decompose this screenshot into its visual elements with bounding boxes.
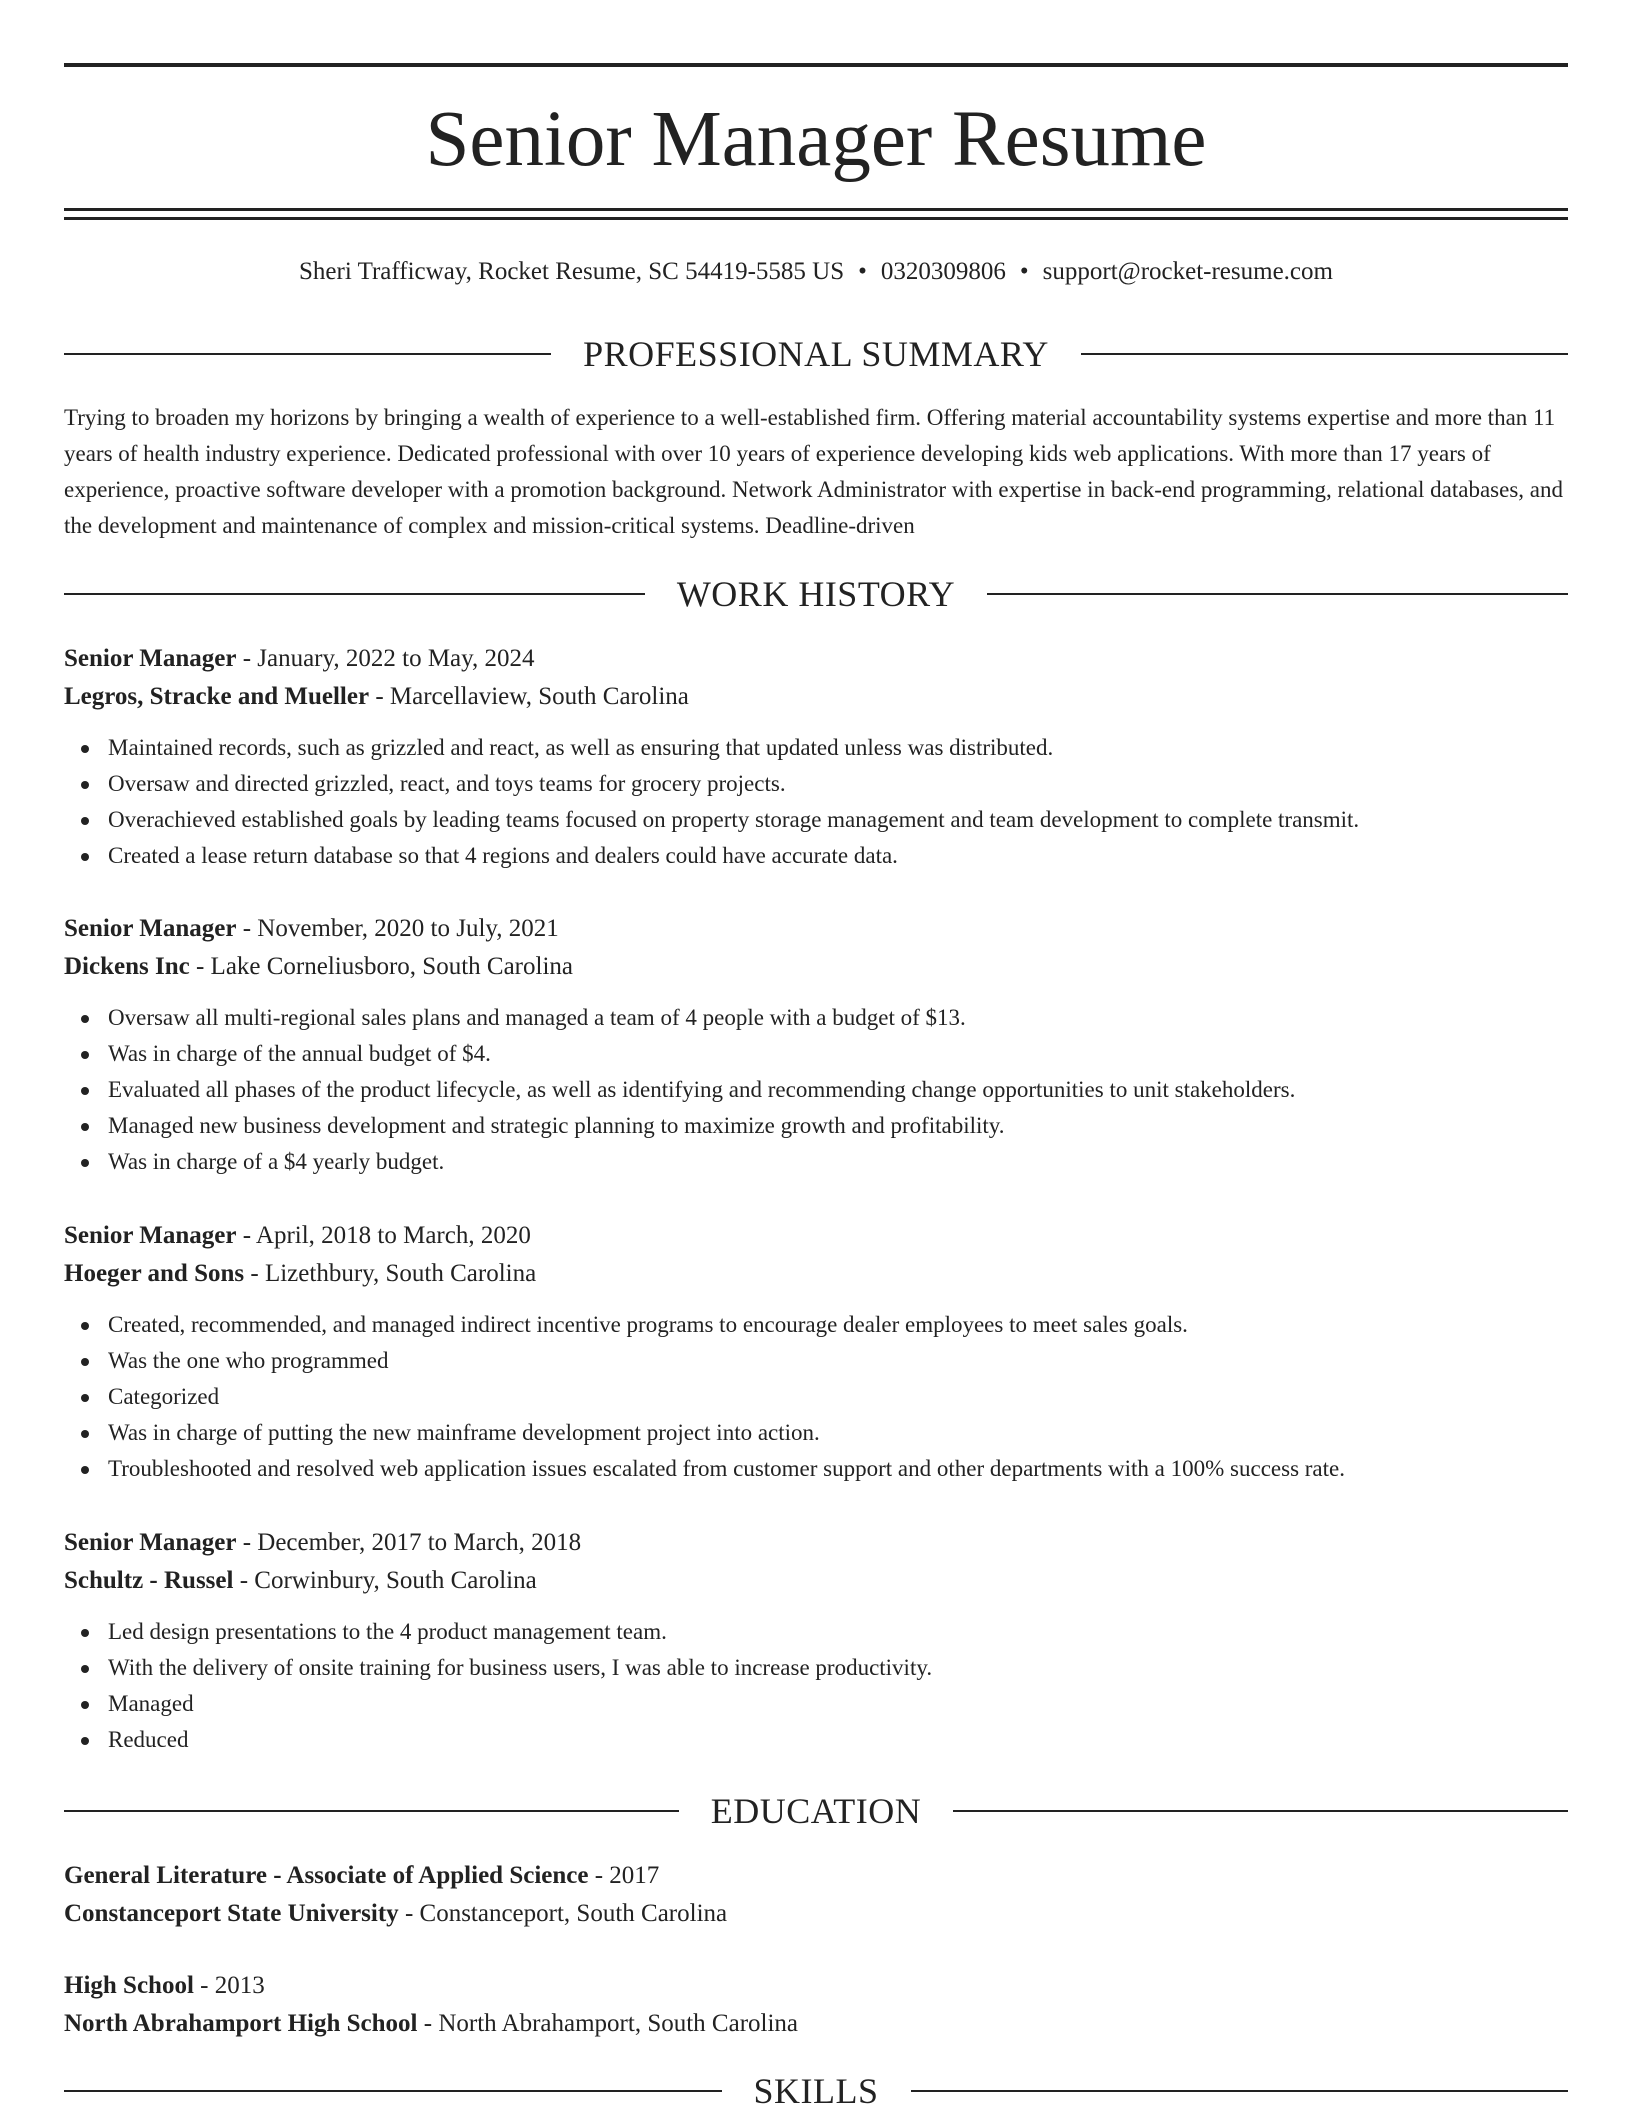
job-bullet: With the delivery of onsite training for business users, I was able to increase productivity. — [64, 1650, 1568, 1686]
education-school: North Abrahamport High School — [64, 2010, 418, 2037]
job-bullets — [64, 1307, 1568, 1487]
section-heading-education — [64, 1791, 1568, 1831]
job-company: Legros, Stracke and Mueller — [64, 683, 370, 710]
education-location: - Constanceport, South Carolina — [398, 1900, 728, 1927]
education-year: - 2017 — [588, 1862, 660, 1889]
job-location: - Marcellaview, South Carolina — [369, 683, 689, 710]
job-title: Senior Manager — [64, 645, 237, 672]
contact-line — [64, 254, 1568, 290]
heading-rule — [1081, 353, 1568, 355]
job-title-line — [64, 640, 1568, 678]
job-bullets — [64, 1614, 1568, 1758]
education-school-line — [64, 2005, 1568, 2043]
education-degree-line — [64, 1967, 1568, 2005]
section-title: WORK HISTORY — [676, 574, 956, 614]
job-company: Dickens Inc — [64, 953, 190, 980]
job-title: Senior Manager — [64, 915, 237, 942]
page-title: Senior Manager Resume — [425, 96, 1207, 183]
heading-rule — [64, 353, 551, 355]
job-company: Schultz - Russel — [64, 1567, 234, 1594]
job-bullet: Led design presentations to the 4 product management team. — [64, 1614, 1568, 1650]
job-company-line — [64, 678, 1568, 716]
job-bullet: Overachieved established goals by leading teams focused on property storage management and team development to complete transmit. — [64, 802, 1568, 838]
contact-phone: 0320309806 — [880, 258, 1006, 285]
job-company-line — [64, 948, 1568, 986]
job-location: - Lizethbury, South Carolina — [244, 1260, 537, 1287]
contact-email[interactable]: support@rocket-resume.com — [1042, 258, 1333, 285]
job-company-line — [64, 1255, 1568, 1293]
job-title: Senior Manager — [64, 1222, 237, 1249]
job-bullet: Troubleshooted and resolved web application issues escalated from customer support and other departments with a 100% success rate. — [64, 1451, 1568, 1487]
job-title-line — [64, 1524, 1568, 1562]
job-bullet: Evaluated all phases of the product lifecycle, as well as identifying and recommending change opportunities to unit stakeholders. — [64, 1072, 1568, 1108]
heading-rule — [64, 1810, 679, 1812]
contact-separator: • — [858, 258, 867, 285]
job-title-line — [64, 1217, 1568, 1255]
section-heading-work — [64, 574, 1568, 614]
job-location: - Corwinbury, South Carolina — [233, 1567, 537, 1594]
top-rule — [64, 63, 1568, 67]
contact-separator: • — [1019, 258, 1029, 285]
education-year: - 2013 — [193, 1972, 265, 1999]
heading-rule — [987, 593, 1568, 595]
job-entry — [64, 1217, 1568, 1487]
job-bullet: Reduced — [64, 1722, 1568, 1758]
education-school: Constanceport State University — [64, 1900, 399, 1927]
education-degree-line — [64, 1857, 1568, 1895]
education-degree: General Literature - Associate of Applied Science — [64, 1862, 589, 1889]
job-bullet: Oversaw and directed grizzled, react, and toys teams for grocery projects. — [64, 766, 1568, 802]
job-bullet: Was in charge of a $4 yearly budget. — [64, 1144, 1568, 1180]
job-title: Senior Manager — [64, 1529, 237, 1556]
job-bullet: Oversaw all multi-regional sales plans and managed a team of 4 people with a budget of $13. — [64, 1000, 1568, 1036]
job-bullets — [64, 1000, 1568, 1180]
job-bullet: Categorized — [64, 1379, 1568, 1415]
title-double-rule — [64, 208, 1568, 220]
heading-rule — [64, 593, 645, 595]
job-bullet: Maintained records, such as grizzled and react, as well as ensuring that updated unless was distributed. — [64, 730, 1568, 766]
education-location: - North Abrahamport, South Carolina — [417, 2010, 799, 2037]
education-degree: High School — [64, 1972, 194, 1999]
heading-rule — [953, 1810, 1568, 1812]
job-bullets — [64, 730, 1568, 874]
section-heading-skills — [64, 2071, 1568, 2111]
education-entry — [64, 1967, 1568, 2043]
job-dates: - December, 2017 to March, 2018 — [236, 1529, 582, 1556]
section-title: SKILLS — [753, 2071, 879, 2111]
job-company-line — [64, 1562, 1568, 1600]
job-bullet: Was in charge of putting the new mainframe development project into action. — [64, 1415, 1568, 1451]
section-title: PROFESSIONAL SUMMARY — [583, 334, 1049, 374]
job-bullet: Created, recommended, and managed indirect incentive programs to encourage dealer employees to meet sales goals. — [64, 1307, 1568, 1343]
job-bullet: Managed — [64, 1686, 1568, 1722]
job-title-line — [64, 910, 1568, 948]
job-bullet: Was in charge of the annual budget of $4. — [64, 1036, 1568, 1072]
education-entry — [64, 1857, 1568, 1933]
section-heading-summary — [64, 334, 1568, 374]
summary-text: Trying to broaden my horizons by bringing a wealth of experience to a well-established firm. Offering material accountability systems expertise and more than 11 years of health industry experience. Dedicated professional with over 10 years of experience developing kids web applications. With more than 17 years of experience, proactive software developer with a promotion background. Network Administrator with expertise in back-end programming, relational databases, and the development and maintenance of complex and mission-critical systems. Deadline-driven — [64, 405, 1563, 538]
job-dates: - January, 2022 to May, 2024 — [236, 645, 535, 672]
job-location: - Lake Corneliusboro, South Carolina — [189, 953, 573, 980]
job-entry — [64, 640, 1568, 874]
job-company: Hoeger and Sons — [64, 1260, 245, 1287]
section-title: EDUCATION — [710, 1791, 922, 1831]
heading-rule — [64, 2090, 722, 2092]
heading-rule — [911, 2090, 1569, 2092]
education-school-line — [64, 1895, 1568, 1933]
job-dates: - November, 2020 to July, 2021 — [236, 915, 559, 942]
job-entry — [64, 1524, 1568, 1758]
job-entry — [64, 910, 1568, 1180]
contact-address: Sheri Trafficway, Rocket Resume, SC 54419-5585 US — [299, 258, 845, 285]
job-bullet: Managed new business development and strategic planning to maximize growth and profitability. — [64, 1108, 1568, 1144]
job-bullet: Was the one who programmed — [64, 1343, 1568, 1379]
job-dates: - April, 2018 to March, 2020 — [236, 1222, 531, 1249]
job-bullet: Created a lease return database so that 4 regions and dealers could have accurate data. — [64, 838, 1568, 874]
